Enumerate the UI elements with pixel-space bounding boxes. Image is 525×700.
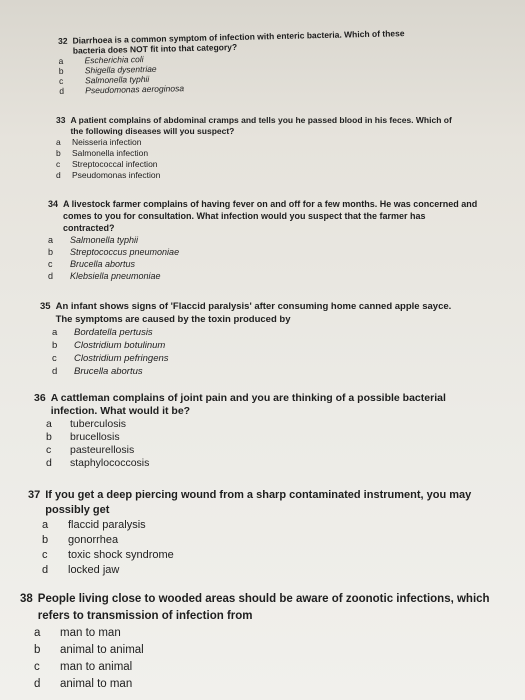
question-number: 37	[28, 489, 41, 501]
question-number: 35	[40, 301, 51, 312]
question-text: An infant shows signs of 'Flaccid paralysis' after consuming home canned apple sayce. The symptoms are caused by the toxin produced by	[55, 301, 452, 325]
option-d: d Pseudomonas aeroginosa	[59, 83, 185, 96]
question-text: Diarrhoea is a common symptom of infection with enteric bacteria. Which of these bacteria does NOT fit into that category?	[72, 28, 405, 56]
option-d: d Pseudomonas infection	[56, 170, 161, 180]
question-36	[34, 392, 474, 470]
question-35	[40, 300, 470, 378]
option-a: a Escherichia coli	[58, 54, 144, 66]
question-text: A patient complains of abdominal cramps and tells you he passed blood in his feces. Which of the following diseases will you suspect?	[70, 115, 452, 136]
option-c: c toxic shock syndrome	[42, 549, 174, 561]
question-32	[58, 27, 439, 96]
option-b: b brucellosis	[46, 431, 120, 443]
option-d: d Brucella abortus	[52, 366, 143, 377]
option-b: b gonorrhea	[42, 534, 119, 546]
question-number: 33	[56, 115, 66, 125]
option-d: d animal to man	[34, 678, 133, 690]
question-number: 32	[58, 35, 68, 46]
option-a: a Neisseria infection	[56, 137, 142, 147]
option-d: d locked jaw	[42, 564, 120, 576]
question-text: A cattleman complains of joint pain and you are thinking of a possible bacterial infection. What would it be?	[50, 392, 446, 417]
question-text: If you get a deep piercing wound from a sharp contaminated instrument, you may possibly get	[45, 489, 472, 516]
option-b: b Shigella dysentriae	[58, 63, 157, 76]
option-c: c pasteurellosis	[46, 444, 135, 456]
option-a: a flaccid paralysis	[42, 519, 146, 531]
option-d: d Klebsiella pneumoniae	[48, 271, 161, 281]
question-number: 34	[48, 199, 59, 209]
option-c: c man to animal	[34, 661, 133, 673]
option-b: b animal to animal	[34, 644, 144, 656]
question-34	[48, 198, 478, 282]
question-33	[56, 115, 456, 181]
option-c: c Salmonella typhii	[58, 73, 150, 86]
question-38	[20, 591, 500, 693]
question-text: People living close to wooded areas should be aware of zoonotic infections, which refers to transmission of infection from	[37, 593, 490, 622]
option-b: b Clostridium botulinum	[52, 340, 166, 351]
option-c: c Clostridium pefringens	[52, 353, 169, 364]
question-number: 38	[20, 593, 33, 605]
question-number: 36	[34, 392, 46, 404]
option-a: a tuberculosis	[46, 418, 127, 430]
option-a: a Salmonella typhii	[48, 235, 139, 245]
question-37	[28, 488, 488, 578]
option-a: a man to man	[34, 627, 121, 639]
option-b: b Streptococcus pneumoniae	[48, 247, 180, 257]
option-d: d staphylococcosis	[46, 457, 150, 469]
question-text: A livestock farmer complains of having fever on and off for a few months. He was concerned and comes to you for consultation. What infection would you suspect that the farmer has contracted?	[63, 199, 478, 233]
option-c: c Streptococcal infection	[56, 159, 158, 169]
option-a: a Bordatella pertusis	[52, 327, 153, 338]
option-b: b Salmonella infection	[56, 148, 149, 158]
option-c: c Brucella abortus	[48, 259, 136, 269]
